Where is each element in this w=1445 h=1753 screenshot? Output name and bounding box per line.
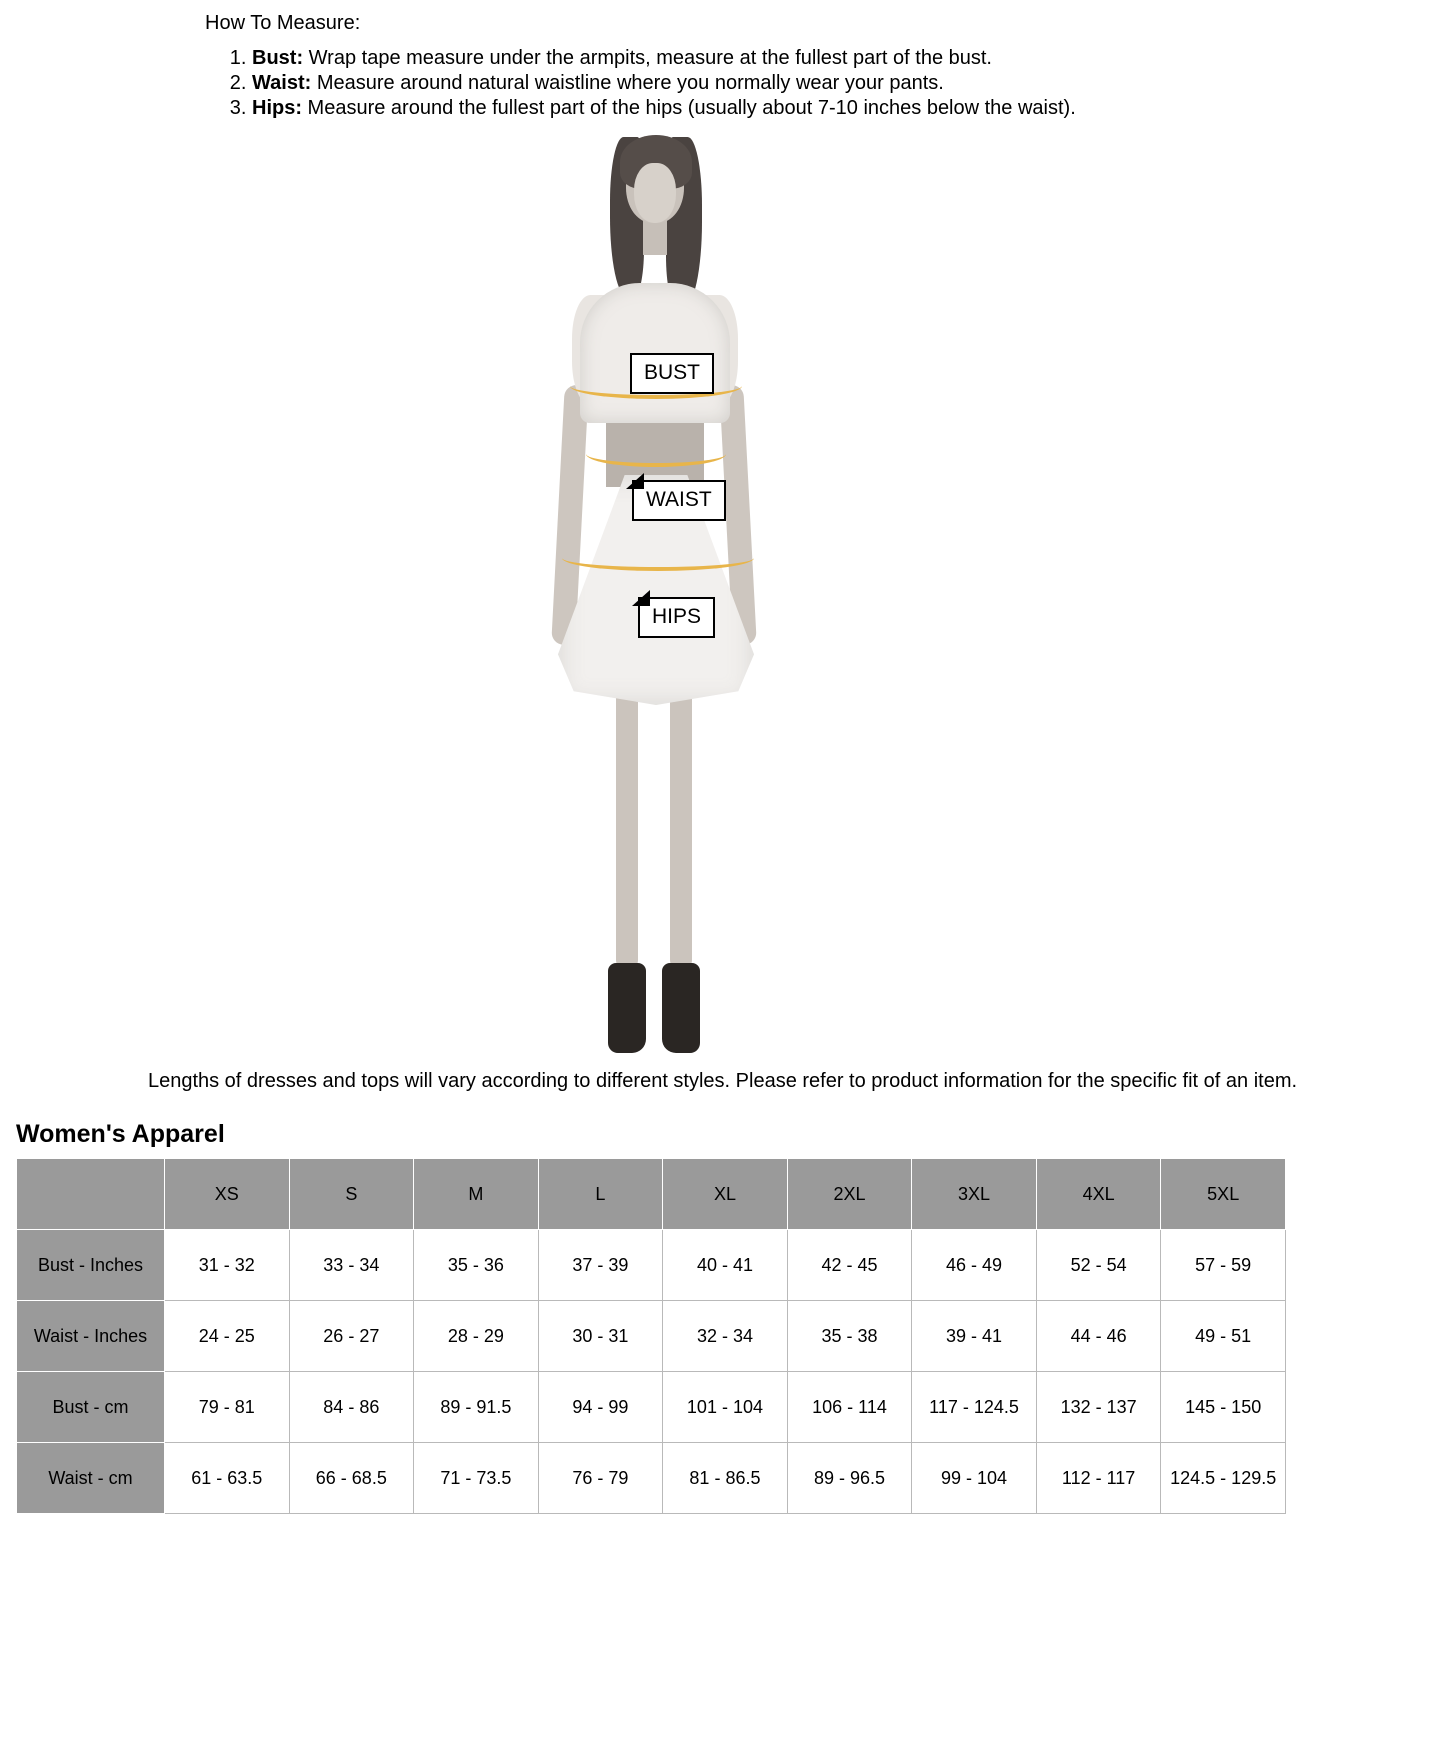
hips-callout-label: HIPS	[638, 597, 715, 638]
table-col-header-xs: XS	[165, 1159, 290, 1230]
how-to-measure-step-bust	[252, 46, 1305, 71]
model-figure	[510, 135, 800, 1075]
table-col-header-s: S	[289, 1159, 414, 1230]
cell-bust-cm-4xl: 132 - 137	[1036, 1372, 1161, 1443]
model-shoe-left	[608, 963, 646, 1053]
hips-pointer-icon	[632, 590, 650, 606]
cell-bust-inches-3xl: 46 - 49	[912, 1230, 1037, 1301]
how-to-measure-step-waist	[252, 71, 1305, 96]
table-col-header-xl: XL	[663, 1159, 788, 1230]
how-to-measure-list	[205, 46, 1305, 121]
cell-bust-inches-4xl: 52 - 54	[1036, 1230, 1161, 1301]
page-title: Women's Apparel	[16, 1120, 225, 1148]
table-row	[17, 1230, 1286, 1301]
cell-waist-cm-xl: 81 - 86.5	[663, 1443, 788, 1514]
cell-waist-cm-5xl: 124.5 - 129.5	[1161, 1443, 1286, 1514]
table-corner-cell	[17, 1159, 165, 1230]
cell-waist-cm-l: 76 - 79	[538, 1443, 663, 1514]
cell-bust-cm-s: 84 - 86	[289, 1372, 414, 1443]
cell-waist-inches-5xl: 49 - 51	[1161, 1301, 1286, 1372]
model-leg-left	[616, 680, 638, 970]
table-row	[17, 1301, 1286, 1372]
cell-waist-inches-2xl: 35 - 38	[787, 1301, 912, 1372]
cell-bust-cm-m: 89 - 91.5	[414, 1372, 539, 1443]
cell-bust-cm-5xl: 145 - 150	[1161, 1372, 1286, 1443]
cell-waist-inches-4xl: 44 - 46	[1036, 1301, 1161, 1372]
how-to-measure-step-hips	[252, 96, 1305, 121]
cell-bust-cm-2xl: 106 - 114	[787, 1372, 912, 1443]
cell-bust-inches-2xl: 42 - 45	[787, 1230, 912, 1301]
table-row	[17, 1372, 1286, 1443]
bust-callout-label: BUST	[630, 353, 714, 394]
table-col-header-4xl: 4XL	[1036, 1159, 1161, 1230]
cell-bust-cm-xl: 101 - 104	[663, 1372, 788, 1443]
cell-waist-inches-xl: 32 - 34	[663, 1301, 788, 1372]
table-col-header-l: L	[538, 1159, 663, 1230]
cell-bust-inches-l: 37 - 39	[538, 1230, 663, 1301]
model-leg-right	[670, 680, 692, 970]
how-to-measure-section	[205, 10, 1305, 121]
cell-waist-cm-s: 66 - 68.5	[289, 1443, 414, 1514]
table-row-label-bust-cm: Bust - cm	[17, 1372, 165, 1443]
cell-waist-cm-4xl: 112 - 117	[1036, 1443, 1161, 1514]
cell-waist-cm-xs: 61 - 63.5	[165, 1443, 290, 1514]
cell-bust-cm-3xl: 117 - 124.5	[912, 1372, 1037, 1443]
table-col-header-5xl: 5XL	[1161, 1159, 1286, 1230]
cell-waist-inches-3xl: 39 - 41	[912, 1301, 1037, 1372]
size-table-body	[17, 1230, 1286, 1514]
table-col-header-3xl: 3XL	[912, 1159, 1037, 1230]
table-col-header-m: M	[414, 1159, 539, 1230]
table-row-label-bust-inches: Bust - Inches	[17, 1230, 165, 1301]
hips-tape-line	[562, 545, 754, 571]
model-face	[634, 163, 676, 223]
table-row-label-waist-inches: Waist - Inches	[17, 1301, 165, 1372]
cell-waist-cm-3xl: 99 - 104	[912, 1443, 1037, 1514]
size-table	[16, 1158, 1286, 1514]
step-text-hips: Measure around the fullest part of the hips (usually about 7-10 inches below the waist).	[302, 97, 1076, 119]
waist-tape-line	[586, 441, 726, 467]
size-table-container	[16, 1158, 1286, 1514]
step-text-bust: Wrap tape measure under the armpits, measure at the fullest part of the bust.	[303, 47, 992, 69]
table-row-label-waist-cm: Waist - cm	[17, 1443, 165, 1514]
measurement-illustration	[0, 135, 1445, 1075]
cell-waist-inches-m: 28 - 29	[414, 1301, 539, 1372]
cell-bust-inches-xl: 40 - 41	[663, 1230, 788, 1301]
size-table-head	[17, 1159, 1286, 1230]
cell-waist-inches-xs: 24 - 25	[165, 1301, 290, 1372]
cell-bust-inches-5xl: 57 - 59	[1161, 1230, 1286, 1301]
cell-waist-cm-m: 71 - 73.5	[414, 1443, 539, 1514]
cell-waist-inches-s: 26 - 27	[289, 1301, 414, 1372]
step-text-waist: Measure around natural waistline where you normally wear your pants.	[311, 72, 944, 94]
cell-bust-cm-xs: 79 - 81	[165, 1372, 290, 1443]
model-shoe-right	[662, 963, 700, 1053]
cell-bust-inches-s: 33 - 34	[289, 1230, 414, 1301]
cell-bust-cm-l: 94 - 99	[538, 1372, 663, 1443]
step-term-hips: Hips:	[252, 97, 302, 119]
how-to-measure-title: How To Measure:	[205, 12, 361, 34]
length-disclaimer-note: Lengths of dresses and tops will vary according to different styles. Please refer to product information for the specific fit of an item.	[147, 1070, 1298, 1092]
cell-waist-inches-l: 30 - 31	[538, 1301, 663, 1372]
cell-bust-inches-xs: 31 - 32	[165, 1230, 290, 1301]
cell-waist-cm-2xl: 89 - 96.5	[787, 1443, 912, 1514]
table-col-header-2xl: 2XL	[787, 1159, 912, 1230]
step-term-bust: Bust:	[252, 47, 304, 69]
step-term-waist: Waist:	[252, 72, 312, 94]
cell-bust-inches-m: 35 - 36	[414, 1230, 539, 1301]
table-header-row	[17, 1159, 1286, 1230]
waist-callout-label: WAIST	[632, 480, 726, 521]
waist-pointer-icon	[626, 473, 644, 489]
table-row	[17, 1443, 1286, 1514]
